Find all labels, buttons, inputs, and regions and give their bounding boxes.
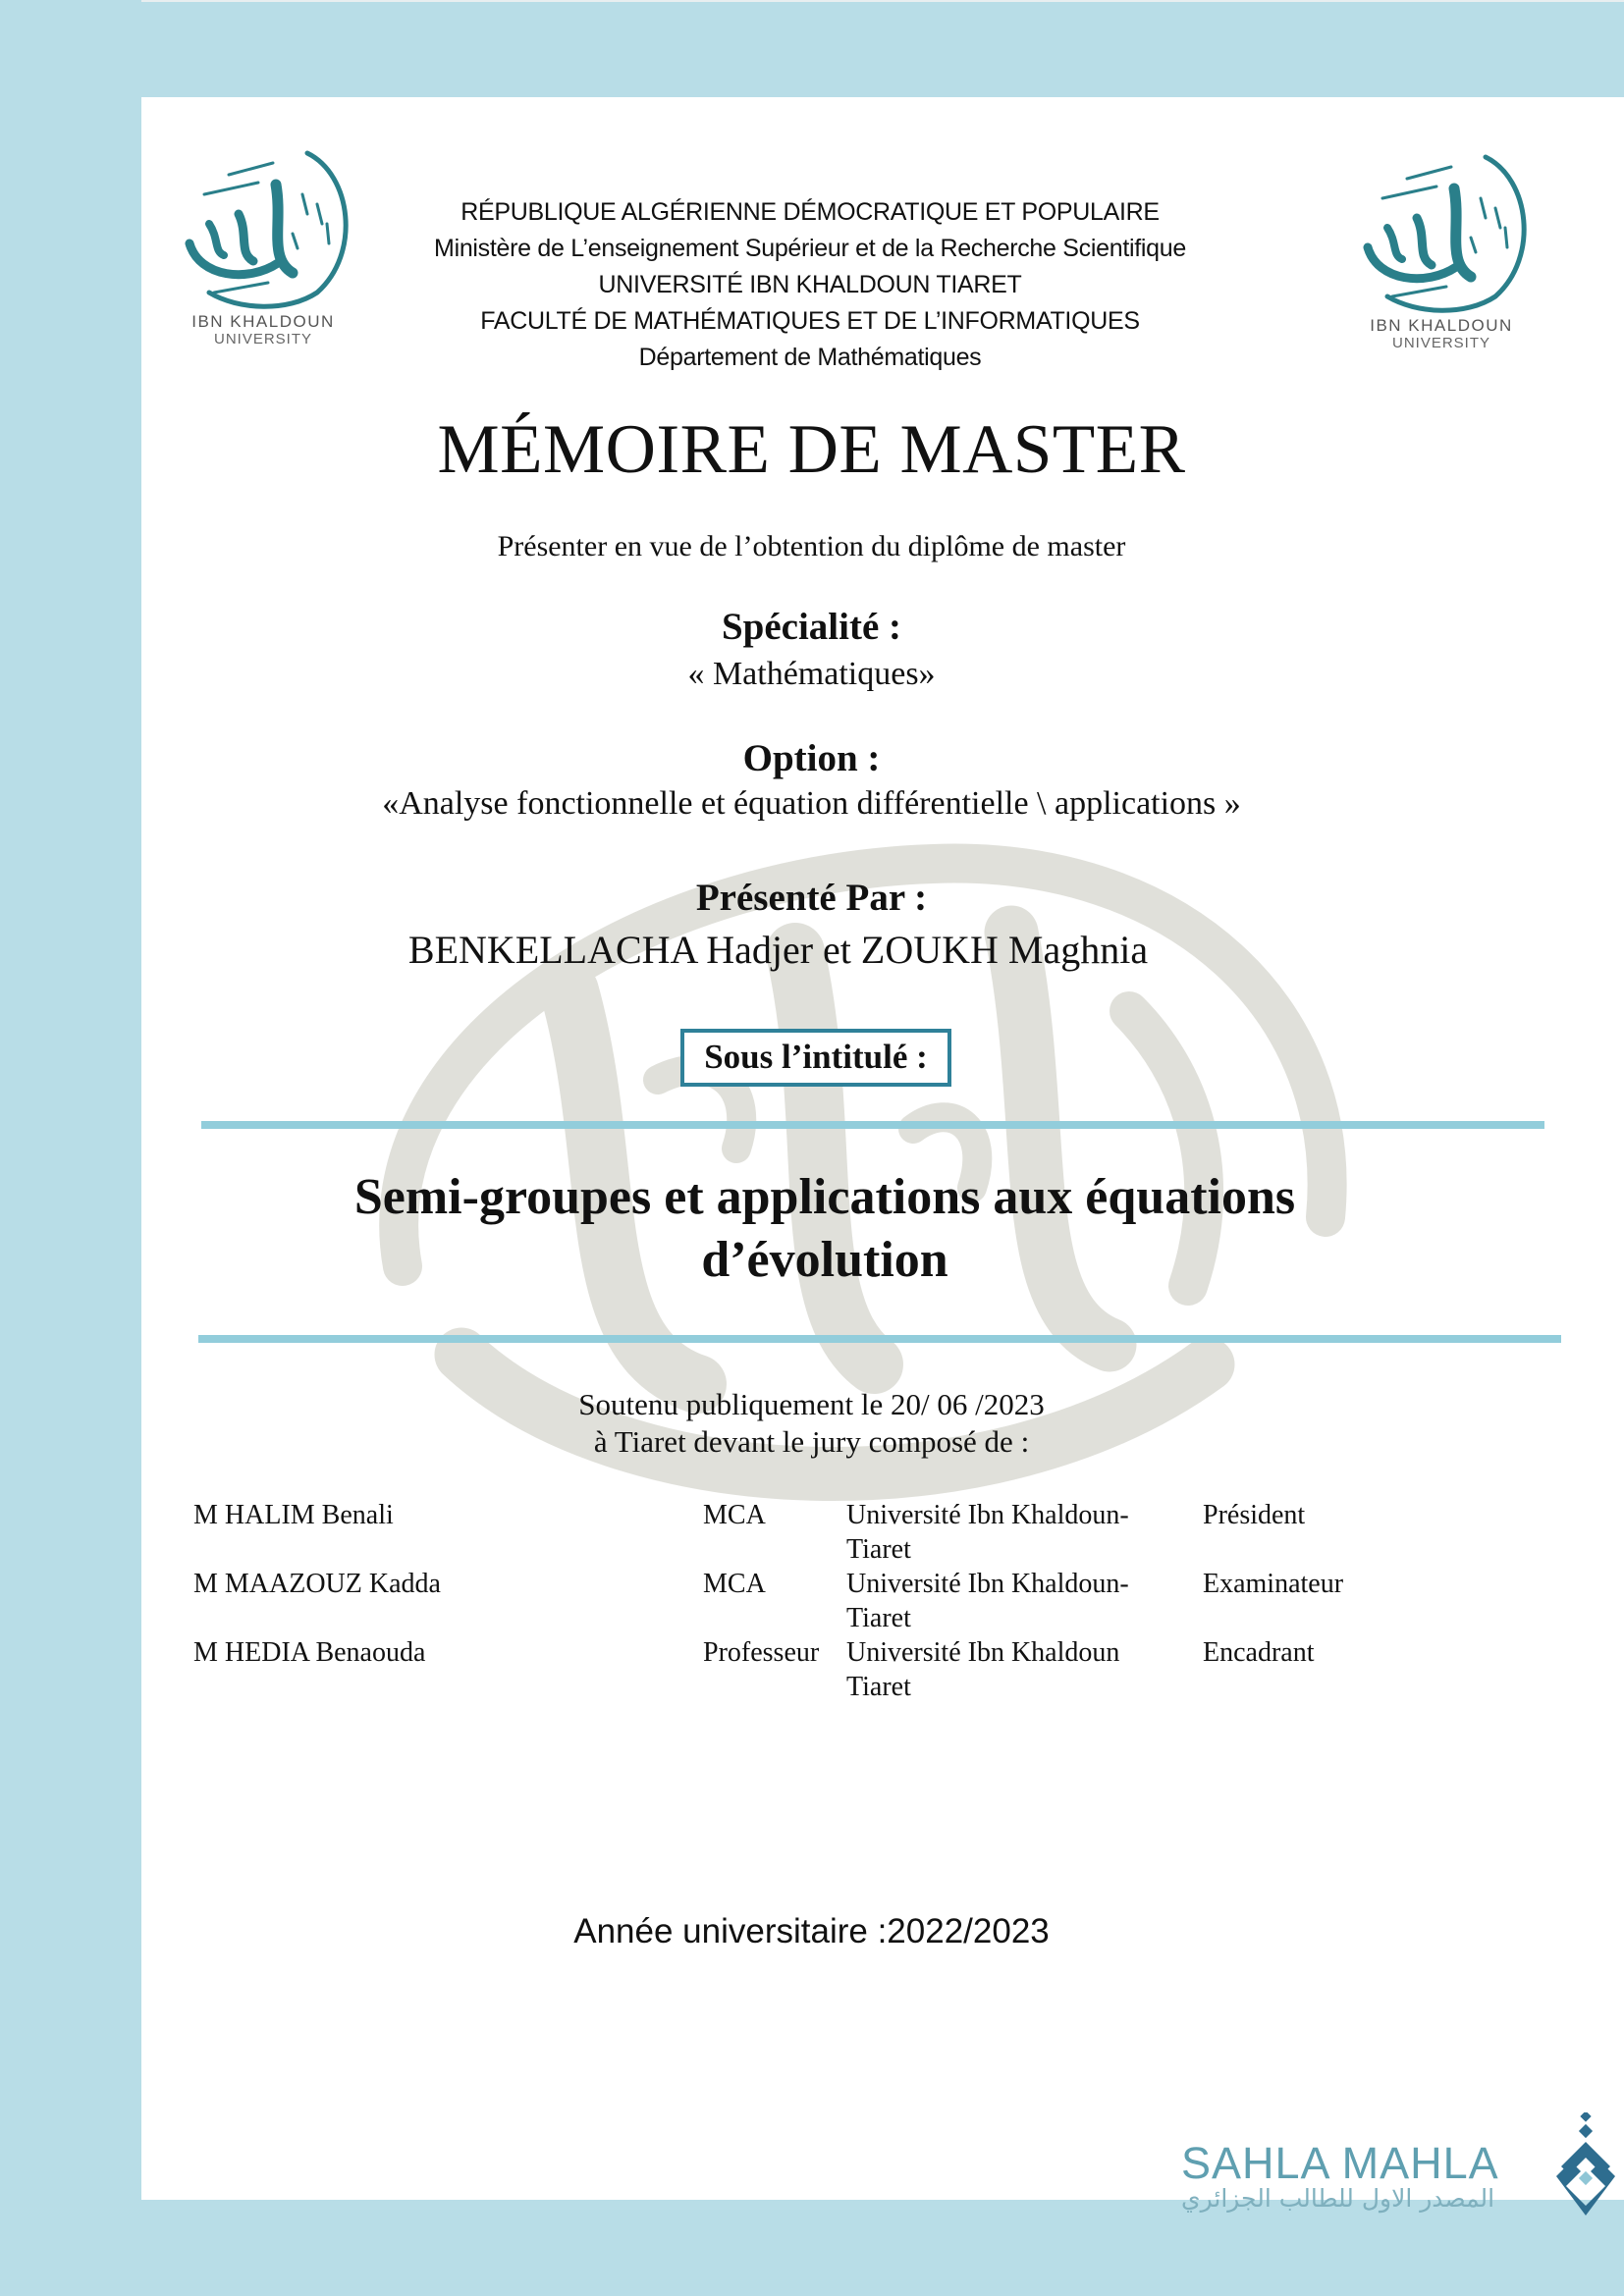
title-rule-top [201,1121,1544,1129]
option-value: «Analyse fonctionnelle et équation différentielle \ applications » [382,785,1241,822]
header-ministry: Ministère de L’enseignement Supérieur et de la Recherche Scientifique [434,235,1186,262]
jury-university: Université Ibn Khaldoun-Tiaret [846,1500,1129,1565]
option-label: Option : [742,737,881,779]
speciality-value: « Mathématiques» [687,656,936,692]
sahla-mahla-logo-icon [1551,2112,1620,2220]
bottom-decorative-band [141,2200,1624,2296]
purpose-text: Présenter en vue de l’obtention du diplôme de master [497,530,1126,562]
jury-university: Université Ibn Khaldoun-Tiaret [846,1569,1129,1633]
presented-by-label: Présenté Par : [695,877,928,919]
institution-header [373,194,1247,376]
jury-grade: MCA [703,1500,766,1530]
sahla-mahla-brand [1181,2140,1499,2213]
logo-title: IBN KHALDOUN [1370,316,1513,335]
subject-label-box: Sous l’intitulé : [680,1029,951,1087]
jury-role: Président [1203,1500,1306,1530]
thesis-title-line2: d’évolution [701,1232,948,1288]
academic-year: Année universitaire :2022/2023 [573,1912,1050,1950]
jury-university: Université Ibn Khaldoun Tiaret [846,1637,1120,1702]
university-logo-right [1343,149,1540,351]
header-department: Département de Mathématiques [638,344,982,371]
logo-subtitle: UNIVERSITY [1391,335,1490,351]
brand-name: SAHLA MAHLA [1181,2138,1499,2188]
logo-title: IBN KHALDOUN [191,312,335,331]
ibn-khaldoun-calligraphy-icon [1348,149,1535,314]
left-decorative-band [0,0,141,2296]
header-faculty: FACULTÉ DE MATHÉMATIQUES ET DE L’INFORMATIQUES [480,307,1140,335]
title-rule-bottom [198,1335,1561,1343]
logo-subtitle: UNIVERSITY [213,331,312,347]
jury-role: Encadrant [1203,1637,1315,1668]
jury-grade: MCA [703,1569,766,1599]
jury-role: Examinateur [1203,1569,1344,1599]
thesis-title-line1: Semi-groupes et applications aux équations [353,1169,1296,1225]
top-decorative-band [141,2,1624,97]
document-type-title: MÉMOIRE DE MASTER [437,411,1186,488]
defense-jury-intro: à Tiaret devant le jury composé de : [593,1424,1030,1459]
thesis-title [141,1166,1508,1292]
defense-date: Soutenu publiquement le 20/ 06 /2023 [578,1387,1045,1421]
jury-name: M HALIM Benali [193,1500,394,1530]
header-republic: RÉPUBLIQUE ALGÉRIENNE DÉMOCRATIQUE ET POPULAIRE [460,198,1160,226]
jury-name: M HEDIA Benaouda [193,1637,426,1668]
jury-grade: Professeur [703,1637,820,1668]
authors: BENKELLACHA Hadjer et ZOUKH Maghnia [407,928,1149,972]
defense-info [141,1386,1482,1461]
ibn-khaldoun-calligraphy-icon [170,145,356,310]
header-university: UNIVERSITÉ IBN KHALDOUN TIARET [598,271,1022,298]
jury-name: M MAAZOUZ Kadda [193,1569,441,1599]
brand-tagline: المصدر الاول للطالب الجزائري [1181,2184,1495,2213]
university-logo-left [165,145,361,347]
speciality-label: Spécialité : [721,606,902,648]
